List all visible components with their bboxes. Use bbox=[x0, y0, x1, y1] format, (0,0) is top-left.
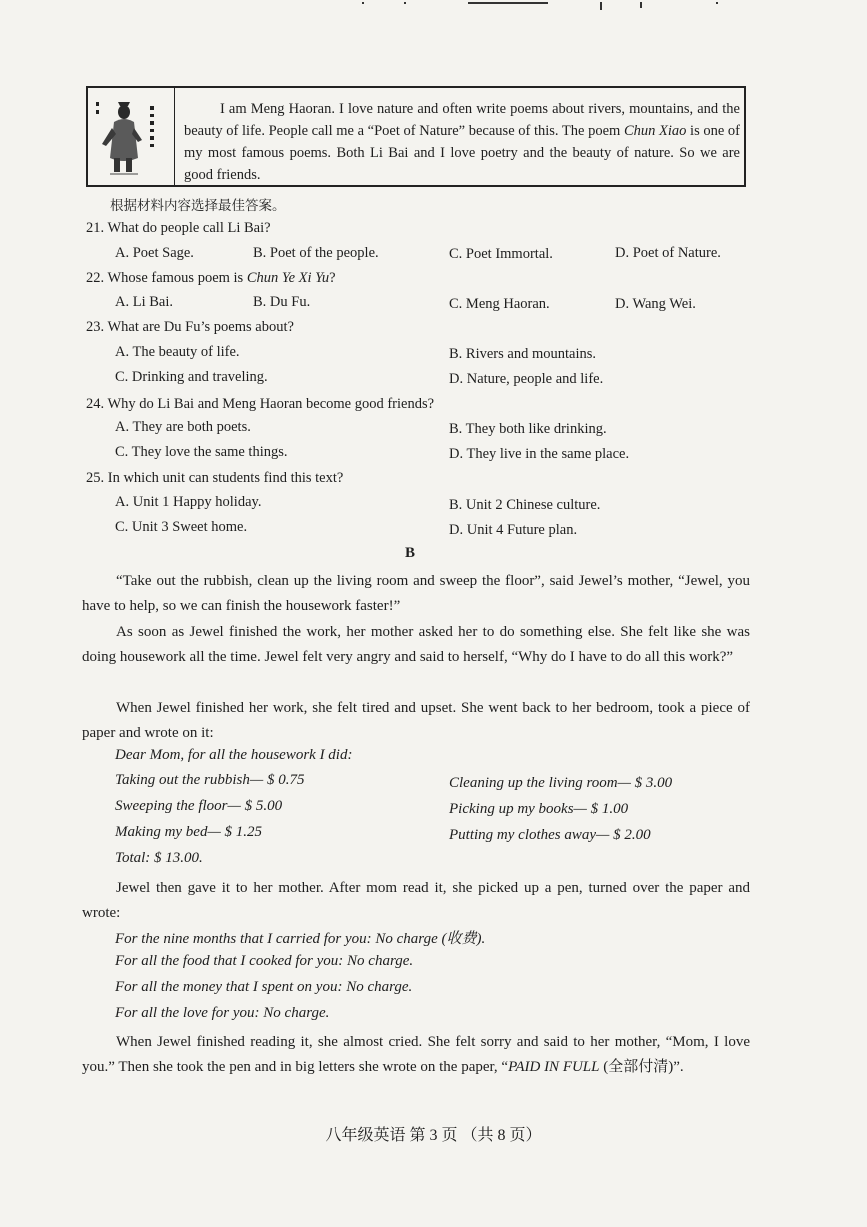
paragraph-4: Jewel then gave it to her mother. After mom read it, she picked up a pen, turned over the paper and wrote: bbox=[82, 880, 750, 921]
q25-option-a: A. Unit 1 Happy holiday. bbox=[115, 494, 262, 510]
q22-option-c: C. Meng Haoran. bbox=[449, 296, 550, 312]
q24-option-d: D. They live in the same place. bbox=[449, 446, 630, 462]
question-24: 24. Why do Li Bai and Meng Haoran become good friends? bbox=[86, 396, 435, 412]
bill-item: Picking up my books— $ 1.00 bbox=[449, 801, 629, 817]
page-footer: 八年级英语 第 3 页 （共 8 页） bbox=[325, 1127, 542, 1144]
q22-option-a: A. Li Bai. bbox=[115, 294, 173, 310]
bill-item: Making my bed— $ 1.25 bbox=[115, 824, 263, 840]
q25-option-b: B. Unit 2 Chinese culture. bbox=[449, 497, 601, 513]
bill-item: Cleaning up the living room— $ 3.00 bbox=[449, 775, 673, 791]
question-25: 25. In which unit can students find this text? bbox=[86, 470, 344, 486]
instruction-text: 根据材料内容选择最佳答案。 bbox=[110, 198, 286, 214]
paragraph-2: As soon as Jewel finished the work, her mother asked her to do something else. She felt like she was doing housework all the time. Jewel felt very angry and said to herself, “Why do I have to do all this work?” bbox=[82, 624, 750, 665]
reply-line: For the nine months that I carried for you: No charge (收费). bbox=[115, 931, 486, 947]
reply-line: For all the love for you: No charge. bbox=[115, 1005, 330, 1021]
q21-option-d: D. Poet of Nature. bbox=[615, 245, 721, 261]
paragraph-3: When Jewel finished her work, she felt tired and upset. She went back to her bedroom, took a piece of paper and wrote on it: bbox=[82, 700, 750, 741]
q23-option-d: D. Nature, people and life. bbox=[449, 371, 604, 387]
q25-option-c: C. Unit 3 Sweet home. bbox=[115, 519, 248, 535]
paragraph-1: “Take out the rubbish, clean up the living room and sweep the floor”, said Jewel’s mother, “Jewel, you have to help, so we can finish the housework faster!” bbox=[82, 573, 750, 614]
bio-paragraph: I am Meng Haoran. I love nature and often write poems about rivers, mountains, and the beauty of life. People call me a “Poet of Nature” because of this. The poem Chun Xiao is one of my most famous poems. Both Li Bai and I love poetry and the beauty of nature. So we are good friends. bbox=[184, 101, 741, 183]
q23-option-b: B. Rivers and mountains. bbox=[449, 346, 597, 362]
reply-line: For all the food that I cooked for you: No charge. bbox=[115, 953, 414, 969]
q22-option-d: D. Wang Wei. bbox=[615, 296, 696, 312]
bill-item: Taking out the rubbish— $ 0.75 bbox=[115, 772, 305, 788]
paragraph-5: When Jewel finished reading it, she almost cried. She felt sorry and said to her mother, “Mom, I love you.” Then she took the pen and in big letters she wrote on the paper, “PAID IN FULL (全部付清)”. bbox=[82, 1034, 750, 1075]
q24-option-a: A. They are both poets. bbox=[115, 419, 251, 435]
q23-option-c: C. Drinking and traveling. bbox=[115, 369, 268, 385]
bio-box bbox=[86, 86, 746, 187]
reply-line: For all the money that I spent on you: No charge. bbox=[115, 979, 413, 995]
bill-item: Putting my clothes away— $ 2.00 bbox=[449, 827, 651, 843]
question-21: 21. What do people call Li Bai? bbox=[86, 220, 271, 236]
q21-option-b: B. Poet of the people. bbox=[253, 245, 379, 261]
q21-option-c: C. Poet Immortal. bbox=[449, 246, 553, 262]
q22-option-b: B. Du Fu. bbox=[253, 294, 311, 310]
q24-option-b: B. They both like drinking. bbox=[449, 421, 607, 437]
bill-total: Total: $ 13.00. bbox=[115, 850, 203, 866]
question-23: 23. What are Du Fu’s poems about? bbox=[86, 319, 294, 335]
bill-item: Sweeping the floor— $ 5.00 bbox=[115, 798, 283, 814]
q21-option-a: A. Poet Sage. bbox=[115, 245, 194, 261]
q23-option-a: A. The beauty of life. bbox=[115, 344, 240, 360]
section-b-title: B bbox=[405, 545, 416, 561]
scan-marks bbox=[350, 0, 730, 12]
q25-option-d: D. Unit 4 Future plan. bbox=[449, 522, 578, 538]
q24-option-c: C. They love the same things. bbox=[115, 444, 288, 460]
portrait-image bbox=[88, 88, 175, 185]
bill-greeting: Dear Mom, for all the housework I did: bbox=[115, 747, 353, 763]
question-22: 22. Whose famous poem is Chun Ye Xi Yu? bbox=[86, 270, 336, 286]
